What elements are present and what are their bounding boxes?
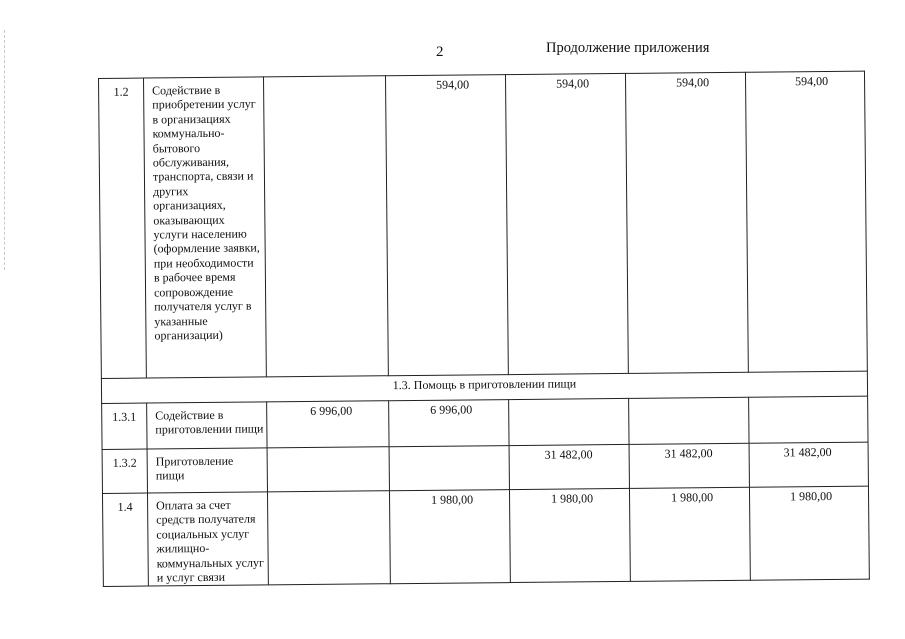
value-cell: 1 980,00 <box>389 490 510 585</box>
value-cell: 594,00 <box>745 71 867 372</box>
table-row <box>102 442 868 493</box>
value-cell: 6 996,00 <box>389 400 509 447</box>
row-number: 1.2 <box>99 78 147 378</box>
section-title: 1.3. Помощь в приготовлении пищи <box>101 371 867 403</box>
value-cell: 594,00 <box>385 75 508 376</box>
value-cell <box>629 397 749 444</box>
page-header: Продолжение приложения <box>546 40 710 56</box>
table-row <box>102 396 868 449</box>
row-number: 1.3.2 <box>102 449 147 493</box>
value-cell: 594,00 <box>505 73 628 374</box>
service-name: Оплата за счет средств получателя социальных услуг жилищно-коммунальных услуг и услуг связи <box>147 492 268 587</box>
price-table <box>98 71 870 588</box>
service-name: Содействие в приобретении услуг в организациях коммунально-бытового обслуживания, транспорта, связи и других организациях, оказывающих услуги населению (оформление заявки, при необходимости в рабочее время сопровождение получателя услуг в указанные организации) <box>144 77 267 378</box>
value-cell: 594,00 <box>625 72 748 373</box>
value-cell <box>263 76 388 377</box>
service-name: Приготовление пищи <box>147 448 267 493</box>
table-row <box>102 486 869 587</box>
row-number: 1.4 <box>102 493 148 587</box>
page-number: 2 <box>436 44 444 60</box>
value-cell: 1 980,00 <box>509 488 630 583</box>
price-table-wrapper <box>98 71 870 588</box>
row-number: 1.3.1 <box>102 403 147 449</box>
table-row <box>99 71 868 378</box>
value-cell: 31 482,00 <box>749 442 868 487</box>
value-cell <box>267 447 389 492</box>
value-cell <box>509 398 629 445</box>
value-cell: 31 482,00 <box>509 444 629 489</box>
value-cell: 31 482,00 <box>629 443 749 488</box>
value-cell: 1 980,00 <box>629 487 750 582</box>
value-cell <box>749 396 868 443</box>
value-cell: 1 980,00 <box>749 486 869 581</box>
value-cell <box>389 446 509 491</box>
service-name: Содействие в приготовлении пищи <box>147 402 267 449</box>
value-cell <box>267 491 390 586</box>
scan-edge-mark <box>4 30 6 270</box>
value-cell: 6 996,00 <box>267 401 389 448</box>
